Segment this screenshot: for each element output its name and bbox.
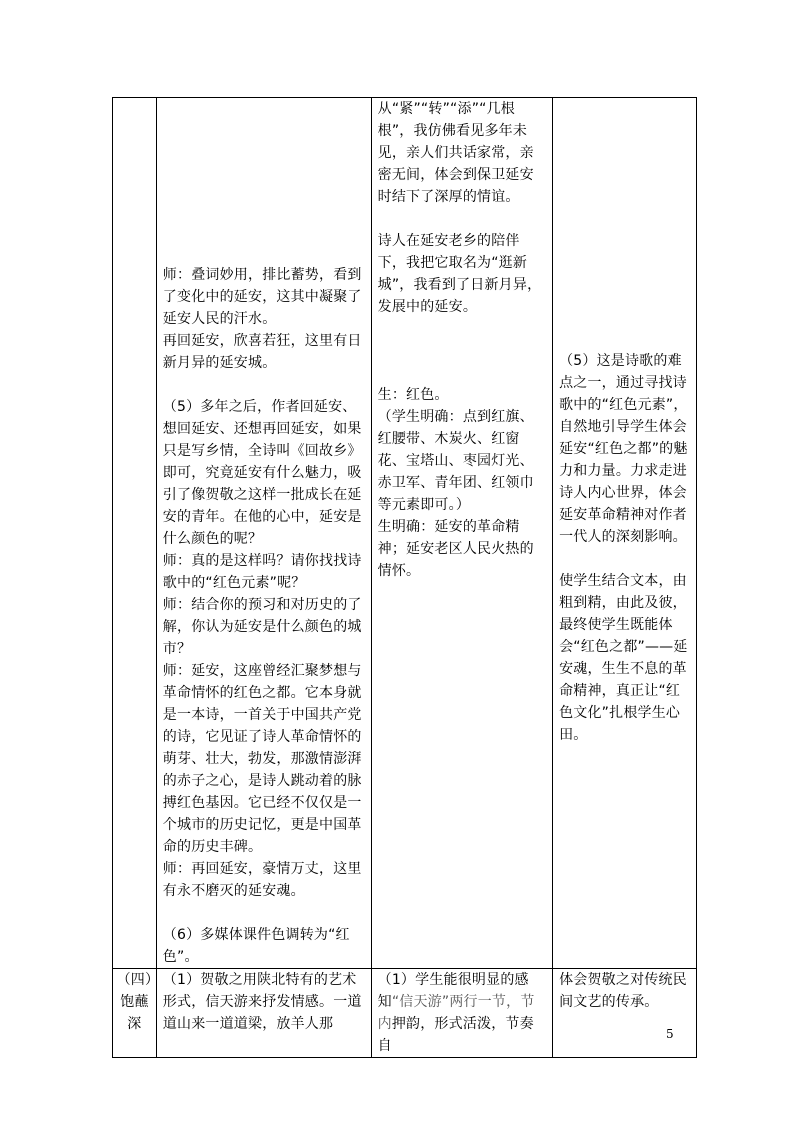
table-row xyxy=(113,969,697,1058)
text-paragraph: 诗人在延安老乡的陪伴下，我把它取名为“逛新城”，我看到了日新月异，发展中的延安。 xyxy=(377,233,542,315)
table-row xyxy=(113,98,697,969)
stage-cell: （四）饱蘸深 xyxy=(113,969,157,1058)
blank-line xyxy=(559,548,690,570)
teacher-activity-cell xyxy=(156,969,371,1058)
text-span: 押韵，形式活泼，节奏自 xyxy=(377,1016,534,1054)
text-span: （1）学生能很明显的感知 xyxy=(377,972,529,1010)
text-paragraph: 体会贺敬之对传统民间文艺的传承。 xyxy=(559,972,687,1010)
lesson-plan-table xyxy=(112,97,697,1058)
text-paragraph: 师：叠词妙用，排比蓄势，看到了变化中的延安，这其中凝聚了延安人民的汗水。 xyxy=(162,267,362,327)
text-paragraph: （学生明确：点到红旗、红腰带、木炭火、红窗花、宝塔山、枣园灯光、赤卫军、青年团、红领巾等元素即可。） xyxy=(377,409,534,513)
text-paragraph: （5）多年之后，作者回延安、想回延安、还想再回延安，如果只是写乡情，全诗叫《回故乡》即可，究竟延安有什么魅力，吸引了像贺敬之这样一批成长在延安的青年。在他的心中，延安是什么颜色的呢？ xyxy=(162,399,362,547)
design-intent-cell xyxy=(553,969,697,1058)
blank-line xyxy=(163,374,365,396)
text-paragraph xyxy=(378,969,546,1057)
blank-line xyxy=(163,902,365,924)
teacher-activity-cell xyxy=(156,98,371,969)
design-intent-cell xyxy=(553,98,697,969)
text-paragraph: （1）贺敬之用陕北特有的艺术形式，信天游来抒发情感。一道道山来一道道梁，放羊人那 xyxy=(162,972,362,1032)
text-paragraph: 再回延安，欣喜若狂，这里有日新月异的延安城。 xyxy=(162,333,362,371)
text-paragraph: 师：真的是这样吗？请你找找诗歌中的“红色元素”呢？ xyxy=(162,553,362,591)
blank-line xyxy=(378,362,546,384)
text-paragraph: （5）这是诗歌的难点之一，通过寻找诗歌中的“红色元素”，自然地引导学生体会延安“红色之都”的魅力和力量。力求走进诗人内心世界，体会延安革命精神对作者一代人的深刻影响。 xyxy=(559,353,688,545)
text-paragraph: 师：延安，这座曾经汇聚梦想与革命情怀的红色之都。它本身就是一本诗，一首关于中国共产党的诗，它见证了诗人革命情怀的萌芽、壮大，勃发，那激情澎湃的赤子之心，是诗人跳动着的脉搏红色基因。它已经不仅仅是一个城市的历史记忆，更是中国革命的历史丰碑。 xyxy=(162,663,362,855)
text-paragraph: 师：结合你的预习和对历史的了解，你认为延安是什么颜色的城市？ xyxy=(162,597,362,657)
text-paragraph: 从“紧”“转”“添”“几根根”，我仿佛看见多年未见，亲人们共话家常，亲密无间，体会到保卫延安时结下了深厚的情谊。 xyxy=(377,101,534,205)
student-activity-cell xyxy=(371,969,552,1058)
blank-line xyxy=(378,340,546,362)
text-paragraph: 生明确：延安的革命精神；延安老区人民火热的情怀。 xyxy=(377,519,534,579)
text-paragraph: 生：红色。 xyxy=(377,387,449,403)
blank-line xyxy=(378,208,546,230)
text-paragraph: （6）多媒体课件色调转为“红色”。 xyxy=(162,927,350,965)
quoted-term: “信天游”两行一节，节内 xyxy=(377,994,535,1032)
text-paragraph: 使学生结合文本，由粗到精，由此及彼，最终使学生既能体会“红色之都”——延安魂，生生不息的革命精神，真正让“红色文化”扎根学生心田。 xyxy=(559,573,688,743)
top-spacer xyxy=(163,98,365,264)
stage-cell xyxy=(113,98,157,969)
top-spacer xyxy=(559,98,690,350)
student-activity-cell xyxy=(371,98,552,969)
blank-line xyxy=(378,318,546,340)
text-paragraph: 师：再回延安，豪情万丈，这里有永不磨灭的延安魂。 xyxy=(162,861,362,899)
page-number: 5 xyxy=(666,1027,674,1041)
